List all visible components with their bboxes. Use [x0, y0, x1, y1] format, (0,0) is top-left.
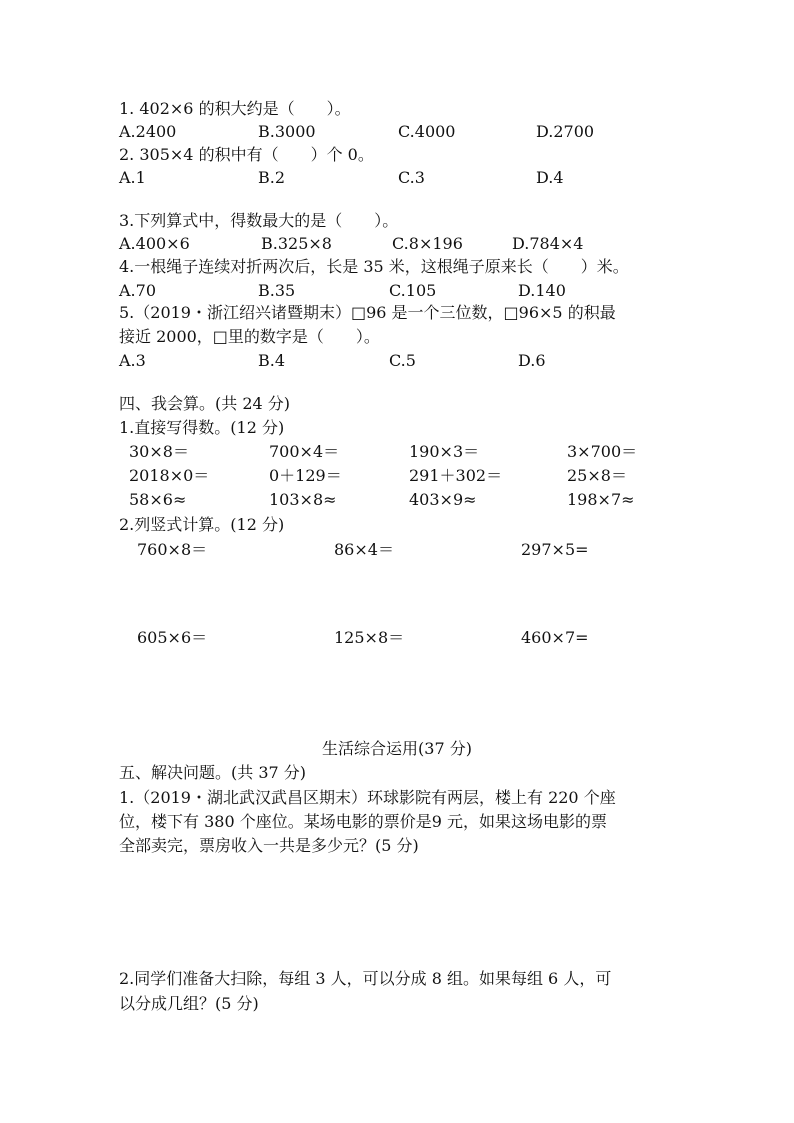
calc-item: 25×8＝: [567, 466, 627, 485]
calc-item: 30×8＝: [129, 442, 189, 461]
vertical-calc-item: 460×7=: [521, 628, 589, 647]
q5-option-a: A.3: [119, 351, 146, 370]
section-4-title: 四、我会算。(共 24 分): [119, 394, 291, 413]
part-title: 生活综合运用(37 分): [322, 739, 472, 758]
q2-option-a: A.1: [119, 168, 146, 187]
q3-option-a: A.400×6: [119, 234, 190, 253]
calc-item: 403×9≈: [409, 490, 477, 509]
problem-1-line-1: 1.（2019・湖北武汉武昌区期末）环球影院有两层，楼上有 220 个座: [119, 788, 616, 807]
section-4-sub-2: 2.列竖式计算。(12 分): [119, 515, 285, 534]
vertical-calc-item: 297×5=: [521, 540, 589, 559]
q5-option-b: B.4: [258, 351, 286, 370]
q4-option-c: C.105: [389, 281, 437, 300]
q3-option-c: C.8×196: [392, 234, 463, 253]
section-5-title: 五、解决问题。(共 37 分): [119, 763, 307, 782]
problem-1-line-2: 位，楼下有 380 个座位。某场电影的票价是9 元，如果这场电影的票: [119, 812, 607, 831]
question-5-line-2: 接近 2000，□里的数字是（ ）。: [119, 327, 380, 346]
calc-item: 103×8≈: [269, 490, 337, 509]
q4-option-a: A.70: [119, 281, 156, 300]
q1-option-d: D.2700: [536, 122, 595, 141]
calc-item: 58×6≈: [129, 490, 187, 509]
q2-option-b: B.2: [258, 168, 286, 187]
calc-item: 190×3＝: [409, 442, 480, 461]
vertical-calc-item: 86×4＝: [334, 540, 394, 559]
q5-option-d: D.6: [518, 351, 546, 370]
q5-option-c: C.5: [389, 351, 416, 370]
problem-1-line-3: 全部卖完，票房收入一共是多少元？(5 分): [119, 836, 419, 855]
question-2: 2. 305×4 的积中有（ ）个 0。: [119, 145, 374, 164]
q3-option-b: B.325×8: [261, 234, 332, 253]
vertical-calc-item: 125×8＝: [334, 628, 405, 647]
q4-option-b: B.35: [258, 281, 296, 300]
q1-option-b: B.3000: [258, 122, 316, 141]
calc-item: 2018×0＝: [129, 466, 210, 485]
q1-option-c: C.4000: [398, 122, 456, 141]
q1-option-a: A.2400: [119, 122, 177, 141]
question-4: 4.一根绳子连续对折两次后，长是 35 米，这根绳子原来长（ ）米。: [119, 257, 629, 276]
calc-item: 3×700＝: [567, 442, 638, 461]
section-4-sub-1: 1.直接写得数。(12 分): [119, 418, 285, 437]
problem-2-line-1: 2.同学们准备大扫除，每组 3 人，可以分成 8 组。如果每组 6 人，可: [119, 969, 612, 988]
question-3: 3.下列算式中，得数最大的是（ ）。: [119, 211, 399, 230]
vertical-calc-item: 605×6＝: [137, 628, 208, 647]
q2-option-d: D.4: [536, 168, 564, 187]
calc-item: 700×4＝: [269, 442, 340, 461]
calc-item: 198×7≈: [567, 490, 635, 509]
calc-item: 0＋129＝: [269, 466, 342, 485]
q4-option-d: D.140: [518, 281, 566, 300]
q3-option-d: D.784×4: [512, 234, 584, 253]
vertical-calc-item: 760×8＝: [137, 540, 208, 559]
question-1: 1. 402×6 的积大约是（ ）。: [119, 99, 351, 118]
calc-item: 291＋302＝: [409, 466, 503, 485]
problem-2-line-2: 以分成几组？(5 分): [119, 994, 259, 1013]
q2-option-c: C.3: [398, 168, 425, 187]
question-5-line-1: 5.（2019・浙江绍兴诸暨期末）□96 是一个三位数，□96×5 的积最: [119, 303, 616, 322]
